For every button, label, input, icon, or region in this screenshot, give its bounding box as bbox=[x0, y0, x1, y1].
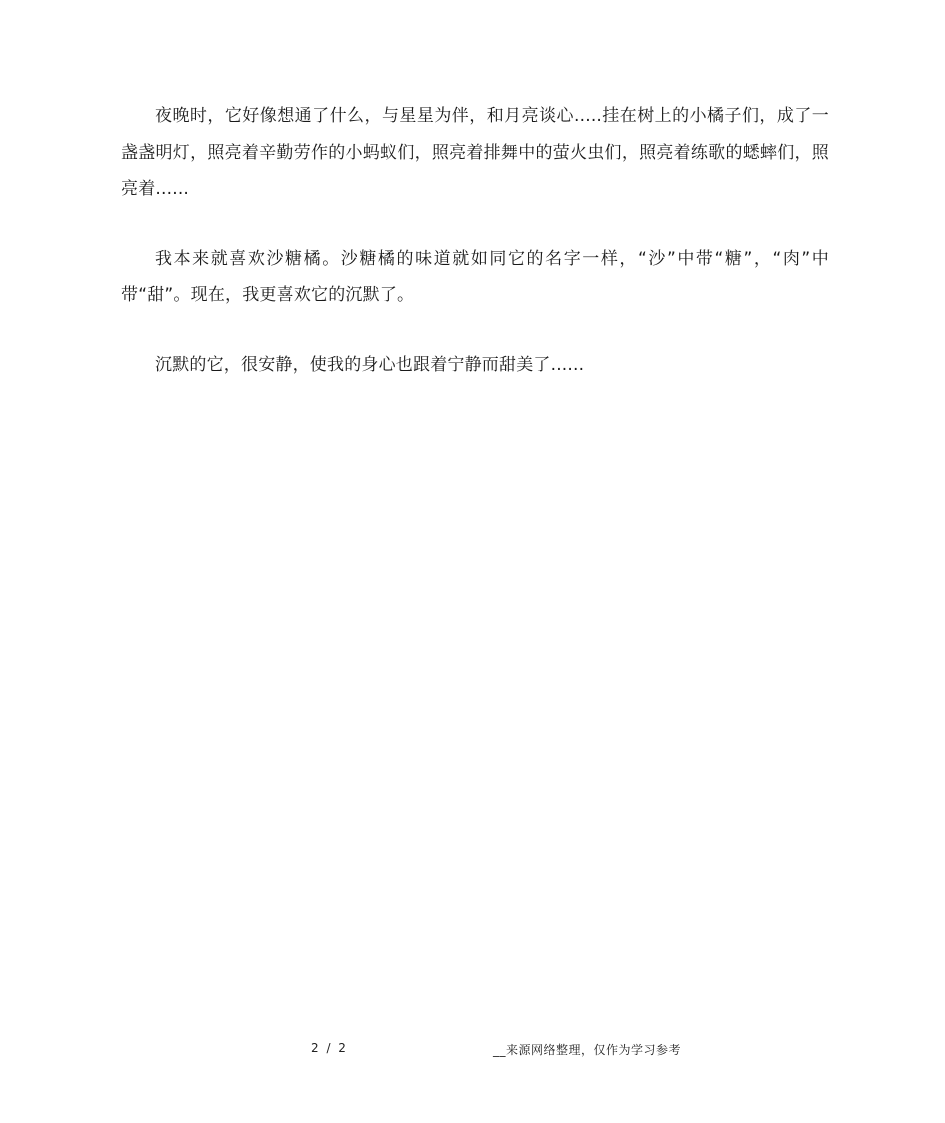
paragraph-silence: 沉默的它，很安静，使我的身心也跟着宁静而甜美了...... bbox=[155, 354, 585, 375]
page-footer bbox=[0, 1039, 945, 1059]
paragraph-orange-taste: 我本来就喜欢沙糖橘。沙糖橘的味道就如同它的名字一样，“沙”中带“糖”，“肉”中带“甜”。现在，我更喜欢它的沉默了。 bbox=[121, 248, 829, 305]
source-note: __来源网络整理，仅作为学习参考 bbox=[493, 1043, 682, 1057]
page-number: 2 / 2 bbox=[311, 1041, 348, 1055]
document-body bbox=[121, 98, 829, 383]
paragraph-night: 夜晚时，它好像想通了什么，与星星为伴，和月亮谈心.....挂在树上的小橘子们，成了一盏盏明灯，照亮着辛勤劳作的小蚂蚁们，照亮着排舞中的萤火虫们，照亮着练歌的蟋蟀们，照亮着...... bbox=[121, 106, 829, 199]
